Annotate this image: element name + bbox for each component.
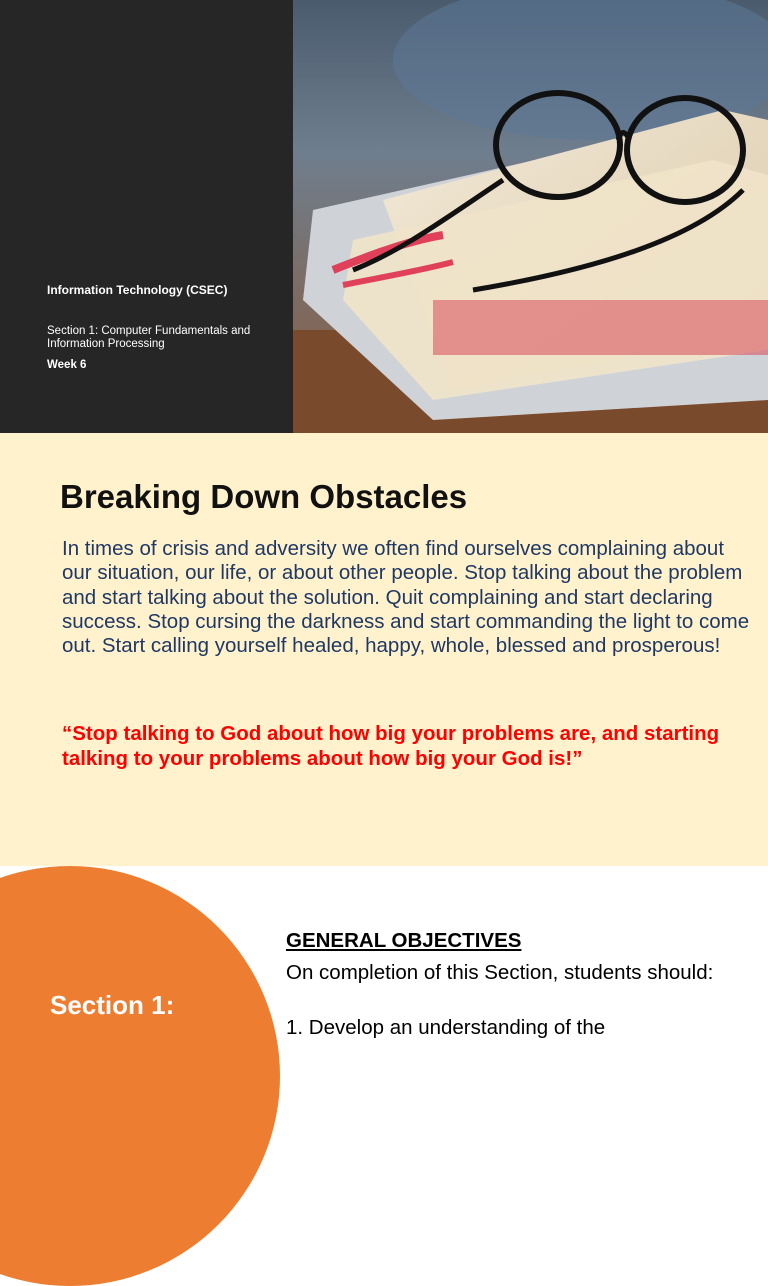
title-panel xyxy=(0,0,293,433)
glasses-on-book-photo xyxy=(293,0,768,433)
slide-title: Breaking Down Obstacles xyxy=(60,478,468,515)
quote-text: “Stop talking to God about how big your problems are, and starting talking to your problems about how big your God is!” xyxy=(62,722,720,770)
body-paragraph: In times of crisis and adversity we often find ourselves complaining about our situation, our life, or about other people. Stop talking about the problem and start talking about the solution. Quit complaining and start declaring success. Stop cursing the darkness and start commanding the light to come out. Start calling yourself healed, happy, whole, blessed and prosperous! xyxy=(62,537,750,658)
objective-item: 1. Develop an understanding of the xyxy=(286,1016,606,1039)
photo-illustration xyxy=(293,0,768,433)
orange-circle-shape xyxy=(0,866,280,1286)
objectives-slide xyxy=(0,866,768,1039)
section-label: Section 1: xyxy=(50,990,175,1020)
section-subtitle: Section 1: Computer Fundamentals and Information Processing xyxy=(47,325,251,350)
objectives-intro: On completion of this Section, students should: xyxy=(286,961,714,984)
obstacles-slide xyxy=(0,433,768,866)
week-label: Week 6 xyxy=(47,359,87,371)
title-slide xyxy=(0,0,768,433)
objectives-heading: GENERAL OBJECTIVES xyxy=(286,929,522,952)
course-title: Information Technology (CSEC) xyxy=(47,283,228,297)
